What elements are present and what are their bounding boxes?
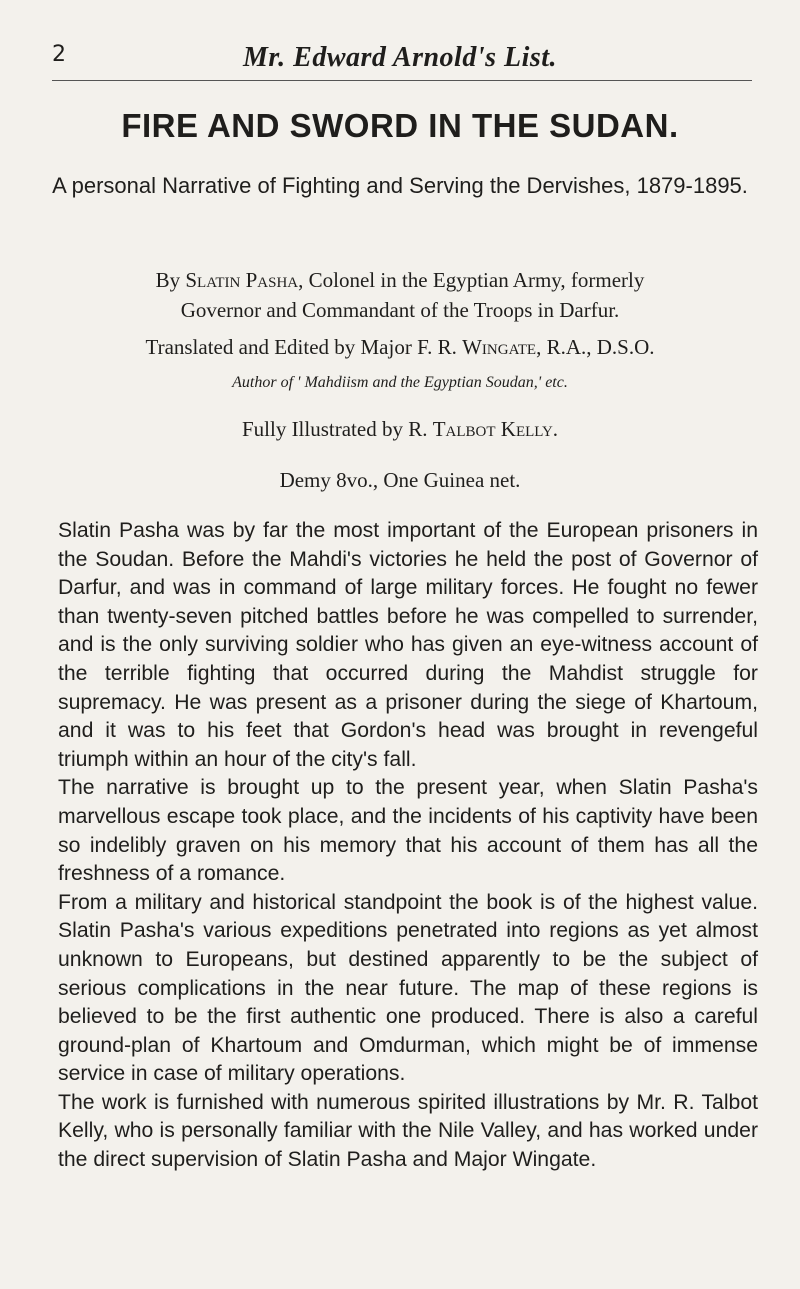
price-line: Demy 8vo., One Guinea net. [279, 468, 521, 492]
author-prefix: By [155, 268, 186, 292]
description-paragraph: The narrative is brought up to the present year, when Slatin Pasha's marvellous escape took place, and the incidents of his captivity have been so indelibly graven on his memory that his account of them has all the freshness of a romance. [58, 776, 758, 886]
author-desc-2: Governor and Commandant of the Troops in Darfur. [180, 298, 620, 322]
description-paragraph: Slatin Pasha was by far the most important of the European prisoners in the Soudan. Before the Mahdi's victories he held the post of Governor of Darfur, and was in command of large military forces. He fought no fewer than twenty-seven pitched battles before he was compelled to surrender, and is the only surviving soldier who has given an eye-witness account of the terrible fighting that occurred during the Mahdist struggle for supremacy. He was present as a prisoner during the siege of Khartoum, and it was to his feet that Gordon's head was brought in revengeful triumph within an hour of the city's fall. [58, 519, 758, 771]
description-paragraph: The work is furnished with numerous spirited illustrations by Mr. R. Talbot Kelly, who is personally familiar with the Nile Valley, and has worked under the direct supervision of Slatin Pasha and Major Wingate. [58, 1090, 758, 1172]
illustrator-suffix: . [552, 417, 559, 441]
description-paragraph: From a military and historical standpoint the book is of the highest value. Slatin Pasha's various expeditions penetrated into regions as yet almost unknown to Europeans, but destined apparently to be the subject of serious complications in the near future. The map of these regions is believed to be the first authentic one produced. There is also a careful ground-plan of Khartoum and Omdurman, which might be of immense service in case of military operations. [58, 890, 758, 1086]
page-number: 2 [52, 42, 66, 67]
running-head [0, 42, 800, 86]
illustrator-prefix: Fully Illustrated by R. [241, 417, 433, 441]
translator-line [40, 335, 760, 360]
illustrator-line [40, 417, 760, 442]
book-subtitle: A personal Narrative of Fighting and Serving the Dervishes, 1879-1895. [52, 173, 748, 198]
header-rule [52, 80, 752, 81]
description-body [58, 517, 758, 1175]
author-line [40, 265, 760, 325]
running-title: Mr. Edward Arnold's List. [242, 42, 558, 73]
translator-prefix: Translated and Edited by Major F. R. [145, 335, 463, 359]
translator-note: Author of ' Mahdiism and the Egyptian Soudan,' etc. [232, 374, 568, 391]
author-desc-1: , Colonel in the Egyptian Army, formerly [298, 268, 645, 292]
translator-suffix: , R.A., D.S.O. [536, 335, 655, 359]
translator-name: Wingate [462, 335, 537, 359]
illustrator-name: Talbot Kelly [432, 417, 553, 441]
author-name: Slatin Pasha [185, 268, 299, 292]
book-title: FIRE AND SWORD IN THE SUDAN. [121, 107, 679, 144]
